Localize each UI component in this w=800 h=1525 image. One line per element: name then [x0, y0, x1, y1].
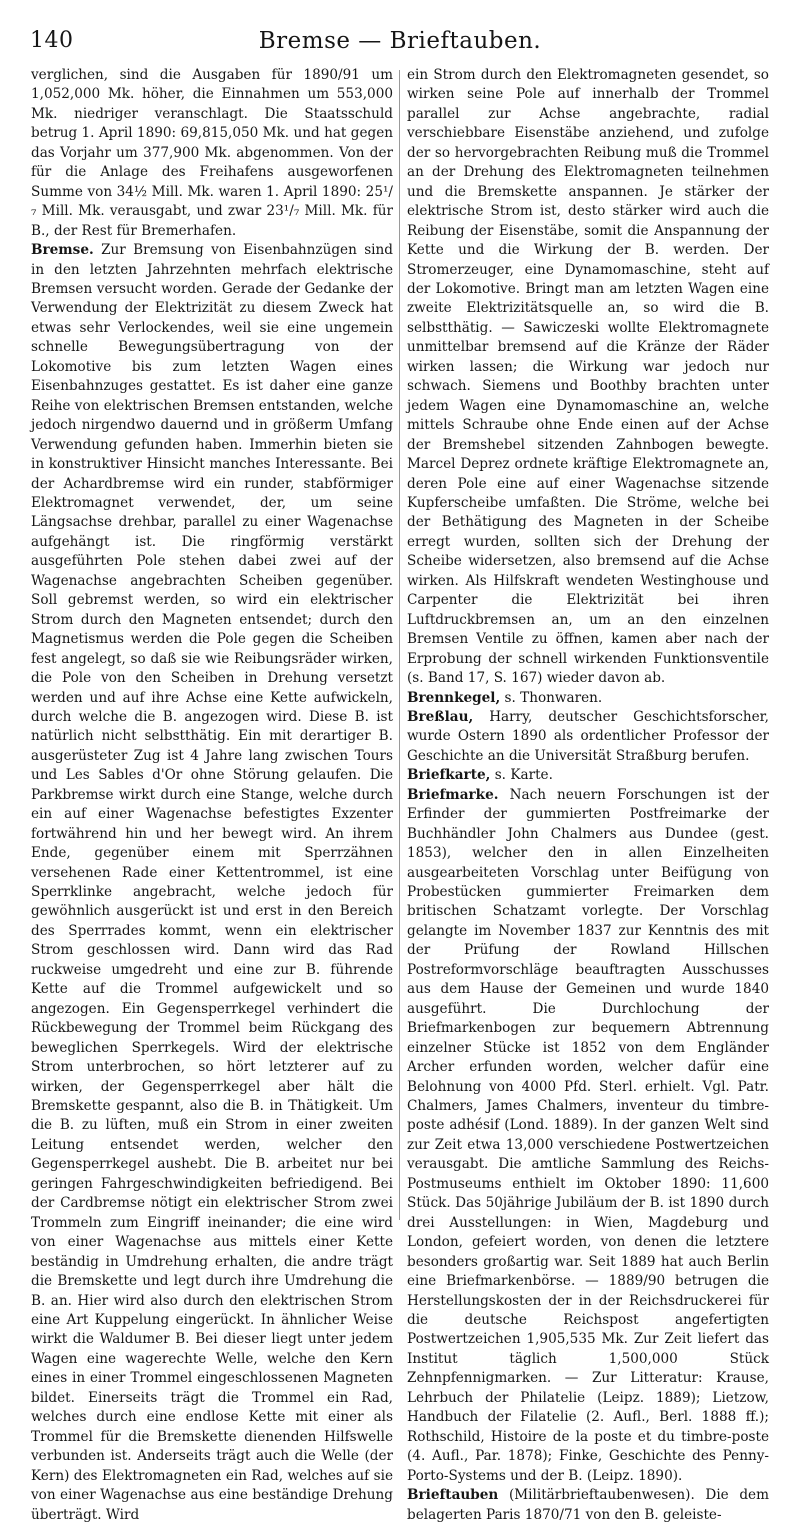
- entry-headword: Bremse.: [31, 242, 94, 259]
- entry-paragraph: [407, 689, 769, 708]
- entry-text: Nach neuern Forschungen ist der Erfinder der gummierten Postfreimarke der Buchhändler John Chalmers aus Dundee (gest. 1853), welcher den in allen Einzelheiten ausgearbeiteten Vorschlag unter Beifügung von Probestücken gummierter Freimarken dem britischen Schatzamt vorlegte. Der Vorschlag gelangte im November 1837 zur Kenntnis des mit der Prüfung der Rowland Hillschen Postreformvorschläge beauftragten Ausschusses aus dem Hause der Gemeinen und wurde 1840 ausgeführt. Die Durchlochung der Briefmarkenbogen zur bequemern Abtrennung einzelner Stücke ist 1852 von dem Engländer Archer erfunden worden, welcher dafür eine Belohnung von 4000 Pfd. Sterl. erhielt. Vgl. Patr. Chalmers, James Chalmers, inventeur du timbre-poste adhésif (Lond. 1889). In der ganzen Welt sind zur Zeit etwa 13,000 verschiedene Postwertzeichen verausgabt. Die amtliche Sammlung des Reichs-Postmuseums enthielt im Oktober 1890: 11,600 Stück. Das 50jährige Jubiläum der B. ist 1890 durch drei Ausstellungen: in Wien, Magdeburg und London, gefeiert worden, von denen die letztere besonders großartig war. Seit 1889 hat auch Berlin eine Briefmarkenbörse. — 1889/90 betrugen die Herstellungskosten der in der Reichsdruckerei für die deutsche Reichspost angefertigten Postwertzeichen 1,905,535 Mk. Zur Zeit liefert das Institut täglich 1,500,000 Stück Zehnpfennigmarken. — Zur Litteratur: Krause, Lehrbuch der Philatelie (Leipz. 1889); Lietzow, Handbuch der Filatelie (2. Aufl., Berl. 1888 ff.); Rothschild, Histoire de la poste et du timbre-poste (4. Aufl., Par. 1878); Finke, Geschichte des Penny-Porto-Systems und der B. (Leipz. 1890).: [407, 786, 769, 1484]
- right-column: [407, 66, 769, 1523]
- entry-paragraph: [407, 708, 769, 766]
- column-divider: [399, 70, 400, 1220]
- entry-paragraph: [407, 66, 769, 689]
- entry-paragraph: [407, 766, 769, 785]
- entry-text: s. Thonwaren.: [504, 689, 603, 706]
- entry-paragraph: [31, 241, 393, 1525]
- entry-text: s. Karte.: [494, 767, 553, 784]
- entry-text: Harry, deutscher Geschichtsforscher, wurde Ostern 1890 als ordentlicher Professor der Geschichte an die Universität Straßburg berufen.: [407, 708, 769, 764]
- entry-text: ein Strom durch den Elektromagneten gesendet, so wirken seine Pole auf innerhalb der Trommel parallel zur Achse angebrachte, radial verschiebbare Eisenstäbe anziehend, und zufolge der so hervorgebrachten Reibung muß die Trommel an der Drehung des Elektromagneten teilnehmen und die Bremskette anspannen. Je stärker der elektrische Strom ist, desto stärker wird auch die Reibung der Eisenstäbe, somit die Anspannung der Kette und die Wirkung der B. werden. Der Stromerzeuger, eine Dynamomaschine, steht auf der Lokomotive. Bringt man am letzten Wagen eine zweite Elektrizitätsquelle an, so wird die B. selbstthätig. — Sawiczeski wollte Elektromagnete unmittelbar bremsend auf die Kränze der Räder wirken lassen; die Wirkung war jedoch nur schwach. Siemens und Boothby brachten unter jedem Wagen eine Dynamomaschine an, welche mittels Schraube ohne Ende einen auf der Achse der Bremshebel sitzenden Zahnbogen bewegte. Marcel Deprez ordnete kräftige Elektromagnete an, deren Pole eine auf einer Wagenachse sitzende Kupferscheibe umfaßten. Die Ströme, welche bei der Bethätigung des Magneten in der Scheibe erregt wurden, sollten sich der Drehung der Scheibe widersetzen, also bremsend auf die Achse wirken. Als Hilfskraft wendeten Westinghouse und Carpenter die Elektrizität bei ihren Luftdruckbremsen an, um an den einzelnen Bremsen Ventile zu öffnen, kamen aber nach der Erprobung der schnell wirkenden Funktionsventile (s. Band 17, S. 167) wieder davon ab.: [407, 67, 769, 687]
- entry-paragraph: [407, 1486, 769, 1525]
- entry-headword: Breßlau,: [407, 708, 474, 725]
- entry-paragraph: [407, 786, 769, 1486]
- entry-text: Zur Bremsung von Eisenbahnzügen sind in den letzten Jahrzehnten mehrfach elektrische Bremsen versucht worden. Gerade der Gedanke der Verwendung der Elektrizität zu diesem Zweck hat etwas sehr Verlockendes, weil sie eine ungemein schnelle Bewegungsübertragung von der Lokomotive bis zum letzten Wagen eines Eisenbahnzuges gestattet. Es ist daher eine ganze Reihe von elektrischen Bremsen entstanden, welche jedoch nirgendwo dauernd und in größerm Umfang Verwendung gefunden haben. Immerhin bieten sie in konstruktiver Hinsicht manches Interessante. Bei der Achardbremse wird ein runder, stabförmiger Elektromagnet verwendet, der, um seine Längsachse drehbar, parallel zu einer Wagenachse aufgehängt ist. Die ringförmig verstärkt ausgeführten Pole stehen dabei zwei auf der Wagenachse angebrachten Scheiben gegenüber. Soll gebremst werden, so wird ein elektrischer Strom durch den Magneten entsendet; durch den Magnetismus werden die Pole gegen die Scheiben fest angelegt, so daß sie wie Reibungsräder wirken, die Pole von den Scheiben in Drehung versetzt werden und auf ihre Achse eine Kette aufwickeln, durch welche die B. angezogen wird. Diese B. ist natürlich nicht selbstthätig. Ein mit derartiger B. ausgerüsteter Zug ist 4 Jahre lang zwischen Tours und Les Sables d'Or ohne Störung gelaufen. Die Parkbremse wirkt durch eine Stange, welche durch ein auf einer Wagenachse befestigtes Exzenter fortwährend hin und her bewegt wird. An ihrem Ende, gegenüber einem mit Sperrzähnen versehenen Rade einer Kettentrommel, ist eine Sperrklinke angebracht, welche jedoch für gewöhnlich ausgerückt ist und erst in den Bereich des Sperrrades kommt, wenn ein elektrischer Strom geschlossen wird. Dann wird das Rad ruckweise umgedreht und eine zur B. führende Kette auf die Trommel aufgewickelt und so angezogen. Ein Gegensperrkegel verhindert die Rückbewegung der Trommel beim Rückgang des beweglichen Sperrkegels. Wird der elektrische Strom unterbrochen, so hört letzterer auf zu wirken, der Gegensperrkegel aber hält die Bremskette gespannt, also die B. in Thätigkeit. Um die B. zu lüften, muß ein Strom in einer zweiten Leitung entsendet werden, welcher den Gegensperrkegel aushebt. Die B. arbeitet nur bei geringen Fahrgeschwindigkeiten befriedigend. Bei der Cardbremse nötigt ein elektrischer Strom zwei Trommeln zum Eingriff ineinander; die eine wird von einer Wagenachse aus mittels einer Kette beständig in Umdrehung erhalten, die andre trägt die Bremskette und legt durch ihre Umdrehung die B. an. Hier wird also durch den elektrischen Strom eine Art Kuppelung eingerückt. In ähnlicher Weise wirkt die Waldumer B. Bei dieser liegt unter jedem Wagen eine wagerechte Welle, welche den Kern eines in einer Trommel eingeschlossenen Magneten bildet. Einerseits trägt die Trommel ein Rad, welches durch eine endlose Kette mit einer als Trommel für die Bremskette dienenden Hilfswelle verbunden ist. Anderseits trägt auch die Welle (der Kern) des Elektromagneten ein Rad, welches auf sie von einer Wagenachse aus eine beständige Drehung überträgt. Wird: [31, 242, 393, 1523]
- left-column: [31, 66, 393, 1523]
- running-head: Bremse — Brieftauben.: [258, 28, 542, 54]
- entry-text: verglichen, sind die Ausgaben für 1890/91 um 1,052,000 Mk. höher, die Einnahmen um 553,000 Mk. niedriger veranschlagt. Die Staatsschuld betrug 1. April 1890: 69,815,050 Mk. und hat gegen das Vorjahr um 377,900 Mk. abgenommen. Von der für die Anlage des Freihafens ausgeworfenen Summe von 34½ Mill. Mk. waren 1. April 1890: 25¹/₇ Mill. Mk. verausgabt, und zwar 23¹/₇ Mill. Mk. für B., der Rest für Bremerhafen.: [31, 67, 393, 239]
- entry-headword: Brieftauben: [407, 1487, 499, 1504]
- entry-text: (Militärbrieftaubenwesen). Die dem belagerten Paris 1870/71 von den B. geleiste-: [407, 1487, 769, 1523]
- page-number: 140: [30, 28, 74, 53]
- entry-headword: Briefmarke.: [407, 786, 499, 803]
- entry-headword: Brennkegel,: [407, 689, 501, 706]
- entry-headword: Briefkarte,: [407, 767, 491, 784]
- entry-paragraph: [31, 66, 393, 241]
- page-header: [30, 26, 770, 60]
